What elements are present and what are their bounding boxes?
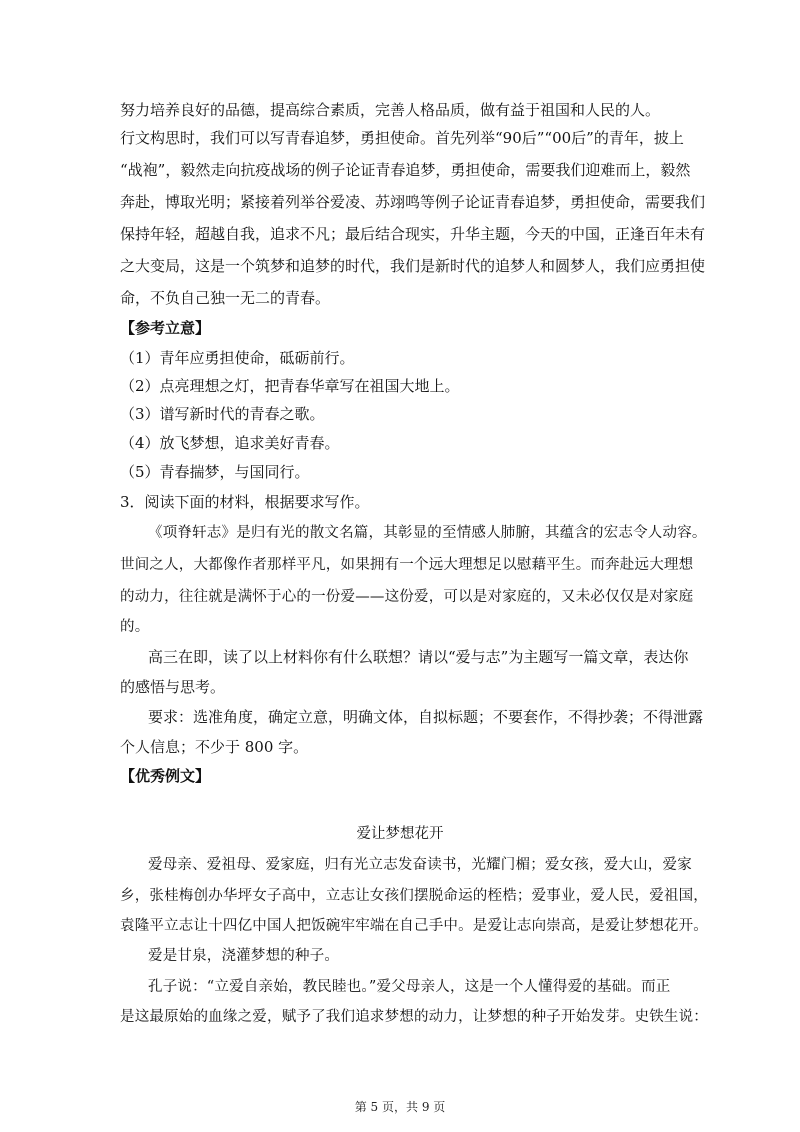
- prompt-line: 的感悟与思考。: [120, 678, 226, 696]
- requirements-line: 个人信息；不少于 800 字。: [120, 738, 309, 756]
- essay-line: 爱是甘泉，浇灌梦想的种子。: [148, 948, 340, 964]
- page-footer: 第 5 页，共 9 页: [354, 1100, 446, 1114]
- reference-item: （1）青年应勇担使命，砥砺前行。: [120, 349, 355, 367]
- material-line: 的动力，往往就是满怀于心的一份爱——这份爱，可以是对家庭的，又未必仅仅是对家庭: [120, 589, 694, 605]
- section-heading-reference: 【参考立意】: [120, 319, 211, 337]
- body-line: 努力培养良好的品德，提高综合素质，完善人格品质，做有益于祖国和人民的人。: [120, 101, 661, 119]
- material-line: 世间之人，大都像作者那样平凡，如果拥有一个远大理想足以慰藉平生。而奔赴远大理想: [120, 557, 694, 573]
- body-line: 奔赴，博取光明；紧接着列举谷爱凌、苏翊鸣等例子论证青春追梦，勇担使命，需要我们: [120, 193, 706, 211]
- material-line: 《项脊轩志》是归有光的散文名篇，其彰显的至情感人肺腑，其蕴含的宏志令人动容。: [148, 525, 707, 541]
- essay-title: 爱让梦想花开: [356, 826, 444, 842]
- essay-line: 乡，张桂梅创办华坪女子高中，立志让女孩们摆脱命运的桎梏；爱事业，爱人民，爱祖国，: [120, 888, 708, 904]
- body-line: 保持年轻，超越自我，追求不凡；最后结合现实，升华主题，今天的中国，正逢百年未有: [120, 225, 706, 243]
- prompt-line: 高三在即，读了以上材料你有什么联想？请以“爱与志”为主题写一篇文章，表达你: [148, 648, 689, 666]
- body-line: 命，不负自己独一无二的青春。: [120, 289, 331, 307]
- essay-line: 爱母亲、爱祖母、爱家庭，归有光立志发奋读书，光耀门楣；爱女孩，爱大山，爱家: [148, 857, 692, 873]
- essay-line: 袁隆平立志让十四亿中国人把饭碗牢牢端在自己手中。是爱让志向崇高，是爱让梦想花开。: [120, 918, 708, 934]
- body-line: 行文构思时，我们可以写青春追梦，勇担使命。首先列举“90后”“00后”的青年，披上: [120, 129, 684, 147]
- question-title: 3．阅读下面的材料，根据要求写作。: [120, 493, 370, 511]
- requirements-line: 要求：选准角度，确定立意，明确文体，自拟标题；不要套作，不得抄袭；不得泄露: [148, 708, 704, 726]
- reference-item: （2）点亮理想之灯，把青春华章写在祖国大地上。: [120, 377, 460, 395]
- essay-line: 是这最原始的血缘之爱，赋予了我们追求梦想的动力，让梦想的种子开始发芽。史铁生说：: [120, 1009, 708, 1025]
- reference-item: （4）放飞梦想，追求美好青春。: [120, 434, 340, 452]
- reference-item: （3）谱写新时代的青春之歌。: [120, 405, 325, 423]
- body-line: 之大变局，这是一个筑梦和追梦的时代，我们是新时代的追梦人和圆梦人，我们应勇担使: [120, 257, 706, 275]
- section-heading-essay: 【优秀例文】: [120, 767, 211, 785]
- reference-item: （5）青春揣梦，与国同行。: [120, 463, 310, 481]
- essay-line: 孔子说：“立爱自亲始，教民睦也。”爱父母亲人，这是一个人懂得爱的基础。而正: [148, 979, 671, 995]
- material-line: 的。: [120, 619, 150, 635]
- body-line: “战袍”，毅然走向抗疫战场的例子论证青春追梦，勇担使命，需要我们迎难而上，毅然: [120, 161, 691, 179]
